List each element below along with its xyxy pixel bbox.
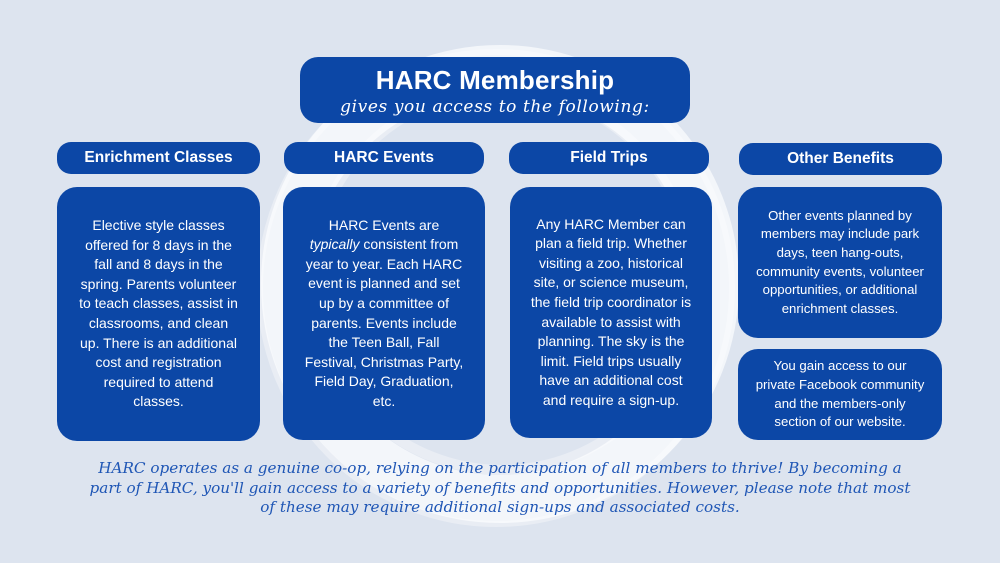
text-line: classrooms, and clean [88,315,229,331]
card-other-benefits [738,187,942,338]
title-banner [300,57,690,123]
heading-enrichment-classes: Enrichment Classes [57,142,260,174]
text-fragment: consistent from [359,236,459,253]
text-line: You gain access to our [773,358,907,374]
text-line: plan a field trip. Whether [535,235,687,252]
text-line: parents. Events include [311,314,457,331]
text-line: to teach classes, assist in [79,295,238,312]
text-line [305,235,463,255]
text-line: members may include park [760,226,920,242]
text-line: and require a sign-up. [542,391,680,408]
text-line: Other events planned by [768,207,912,223]
text-line: Elective style classes [92,217,225,234]
card-enrichment-classes [57,187,260,441]
text-line: the Teen Ball, Fall [328,334,440,351]
card-other-benefits-text [756,207,924,319]
text-line: private Facebook community [755,376,925,392]
text-line: days, teen hang-outs, [776,244,904,260]
footer-line: of these may require additional sign-ups and associated costs. [260,498,740,516]
emphasis-text: typically [309,236,360,253]
card-field-trips [510,187,712,438]
text-line: have an additional cost [539,372,683,389]
card-harc-events [283,187,485,440]
text-line: spring. Parents volunteer [80,275,237,292]
page-subtitle: gives you access to the following: [340,97,650,117]
card-events-text [305,216,463,412]
footer-line: part of HARC, you'll gain access to a variety of benefits and opportunities. However, please note that most [89,478,911,497]
text-line: opportunities, or additional [762,282,918,298]
heading-harc-events: HARC Events [284,142,484,174]
text-line: section of our website. [774,414,906,430]
text-line: limit. Field trips usually [540,352,682,369]
text-line: planning. The sky is the [537,333,685,350]
text-line: Any HARC Member can [536,215,686,232]
text-line: classes. [133,393,184,410]
footer-note [55,459,945,518]
text-line: available to assist with [541,313,681,330]
card-field-trips-text [531,215,691,411]
heading-field-trips: Field Trips [509,142,709,174]
text-line: enrichment classes. [781,300,899,316]
text-line: HARC Events are [328,216,440,233]
text-line: fall and 8 days in the [94,256,223,273]
text-line: the field trip coordinator is [530,293,692,310]
text-line: Festival, Christmas Party, [304,353,464,370]
text-line: community events, volunteer [756,263,924,279]
text-line: Field Day, Graduation, [314,373,454,390]
text-line: year to year. Each HARC [305,255,463,272]
text-line: up by a committee of [319,294,449,311]
text-line: visiting a zoo, historical [539,254,683,271]
text-line: offered for 8 days in the [85,236,232,253]
text-line: event is planned and set [308,275,460,292]
card-facebook-community [738,349,942,440]
heading-other-benefits: Other Benefits [739,143,942,175]
card-enrichment-text [79,216,238,412]
footer-line: HARC operates as a genuine co-op, relying on the participation of all members to thrive! By becoming a [98,459,902,477]
page-title: HARC Membership [375,65,615,95]
card-facebook-text [756,357,925,431]
text-line: and the members-only [774,395,906,411]
text-line: required to attend [103,373,214,390]
text-line: site, or science museum, [533,274,689,291]
text-line: etc. [372,392,396,409]
text-line: cost and registration [95,354,222,371]
text-line: up. There is an additional [80,334,237,351]
